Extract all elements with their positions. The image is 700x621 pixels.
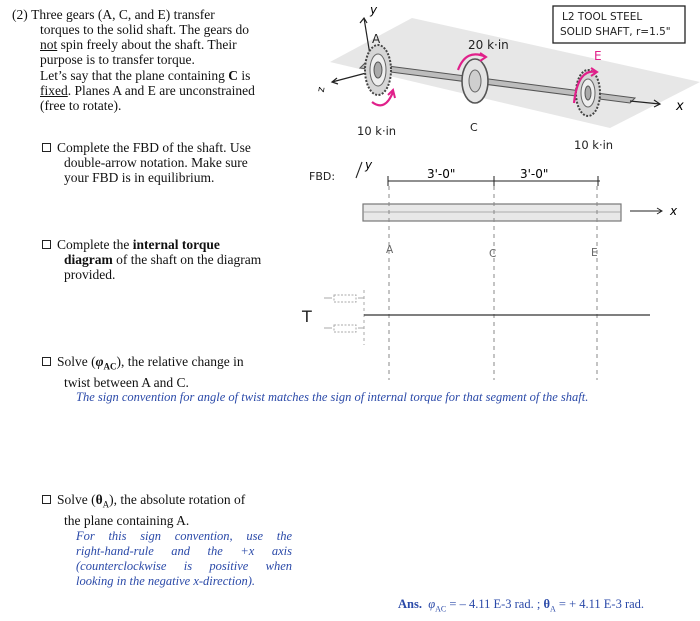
task-fbd: Complete the FBD of the shaft. Use double-arrow notation. Make sure your FBD is in equilibrium. bbox=[42, 140, 282, 185]
intro-line-1: (2) Three gears (A, C, and E) transfer bbox=[12, 7, 215, 22]
dimension-2: 3'-0" bbox=[520, 167, 549, 181]
gear-c bbox=[462, 59, 488, 103]
gear-a bbox=[365, 45, 391, 95]
task-twist: Solve $(\varphi_{AC})$, the relative change in twist between A and C. bbox=[42, 354, 302, 390]
fbd-x-label: x bbox=[670, 204, 678, 218]
fbd-y-label: y bbox=[365, 158, 373, 172]
torque-c-label: 20 k·in bbox=[468, 38, 509, 52]
torque-a-label: 10 k·in bbox=[357, 124, 397, 138]
intro-line-4: purpose is to transfer torque. bbox=[40, 52, 195, 67]
dashed-label-a: A bbox=[386, 244, 394, 256]
y-axis-label: y bbox=[370, 3, 378, 17]
dashed-label-c: C bbox=[489, 248, 497, 260]
torque-diagram-T-label: T bbox=[302, 307, 312, 326]
fbd-shaft bbox=[363, 204, 621, 221]
torque-e-label: 10 k·in bbox=[574, 138, 614, 152]
gear-a-label: A bbox=[372, 32, 381, 46]
fbd-y-axis bbox=[356, 162, 362, 178]
intro-line-2: torques to the solid shaft. The gears do bbox=[40, 22, 249, 37]
twist-sign-note: The sign convention for angle of twist matches the sign of internal torque for that segment of the shaft. bbox=[76, 390, 589, 404]
fbd-label: FBD: bbox=[309, 170, 336, 183]
sign-convention-icons bbox=[324, 295, 364, 332]
gear-c-label: C bbox=[470, 121, 478, 134]
intro-line-3: not spin freely about the shaft. Their bbox=[40, 37, 237, 52]
dashed-label-e: E bbox=[591, 247, 598, 259]
rotation-sign-note: For this sign convention, use the right-hand-rule and the +x axis (counterclockwise is positive when looking in the negative x-direction). bbox=[76, 529, 292, 588]
dimension-1: 3'-0" bbox=[427, 167, 456, 181]
z-axis-label: z bbox=[315, 86, 328, 94]
task-rotation: Solve $(\theta_A)$, the absolute rotation of the plane containing A. bbox=[42, 492, 302, 528]
material-line-1: L2 TOOL STEEL bbox=[562, 11, 643, 23]
gear-e bbox=[576, 70, 600, 116]
task-torque-diagram: Complete the internal torque diagram of the shaft on the diagram provided. bbox=[42, 237, 282, 282]
answer-line: Ans. $\varphi_{AC}$ = – 4.11 E-3 rad. ; $\theta_A$ = + 4.11 E-3 rad. bbox=[398, 597, 645, 614]
y-axis-arrow-icon bbox=[360, 18, 367, 23]
fixed-plane-statement: Let’s say that the plane containing C is fixed. Planes A and E are unconstrained (free to rotate). bbox=[40, 68, 255, 113]
x-axis-label: x bbox=[676, 99, 684, 114]
gear-e-label: E bbox=[594, 49, 602, 63]
material-line-2: SOLID SHAFT, r=1.5" bbox=[560, 26, 671, 38]
